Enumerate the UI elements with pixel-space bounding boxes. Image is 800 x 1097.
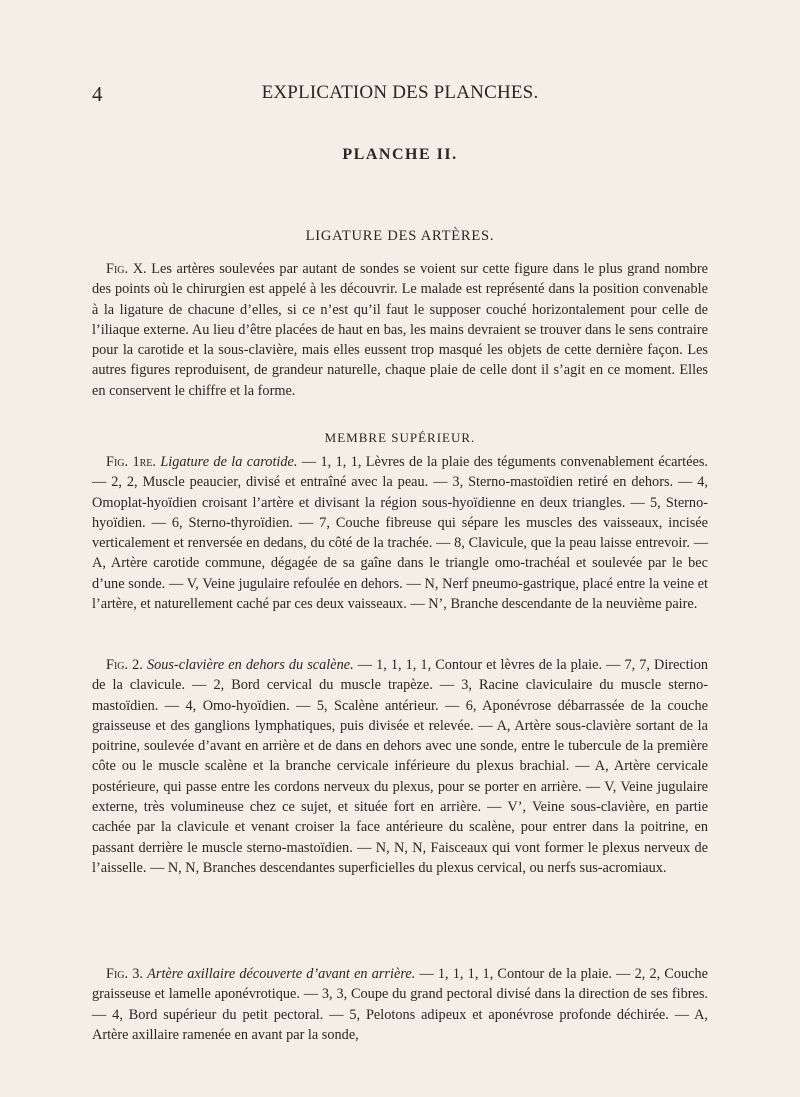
figure-description-x bbox=[92, 259, 708, 401]
figure-label: Fig. 2. bbox=[106, 657, 143, 673]
figure-description-1 bbox=[92, 452, 708, 614]
figure-description-2 bbox=[92, 655, 708, 878]
section-title: LIGATURE DES ARTÈRES. bbox=[305, 228, 495, 244]
figure-label: Fig. 1re. bbox=[106, 454, 156, 470]
subheading: MEMBRE SUPÉRIEUR. bbox=[324, 430, 476, 445]
figure-label: Fig. 3. bbox=[106, 966, 143, 982]
plate-title: PLANCHE II. bbox=[342, 146, 458, 163]
figure-text: Les artères soulevées par autant de sondes se voient sur cette figure dans le plus grand nombre des points où le chirurgien est appelé à les découvrir. Le malade est représenté dans la position convenable à la ligature de chacune d’elles, si ce n’est qu’il faut le supposer couché horizontalement pour celle de l’iliaque externe. Au lieu d’être placées de haut en bas, les mains devraient se trouver dans le sens contraire pour la carotide et la sous-clavière, mais elles eussent trop masqué les objets de cette dernière façon. Les autres figures reproduisent, de grandeur naturelle, chaque plaie de celle dont il s’agit en ce moment. Elles en conservent le chiffre et la forme. bbox=[92, 261, 708, 399]
page-number: 4 bbox=[92, 82, 103, 106]
figure-caption-italic: Artère axillaire découverte d’avant en arrière. bbox=[147, 966, 416, 982]
figure-caption-italic: Sous-clavière en dehors du scalène. bbox=[146, 657, 354, 673]
figure-text: — 1, 1, 1, Lèvres de la plaie des téguments convenablement écartées. — 2, 2, Muscle peaucier, divisé et entraîné avec la peau. — 3, Sterno-mastoïdien retiré en dehors. — 4, Omoplat-hyoïdien croisant l’artère et divisant la région sous-hyoïdienne en deux triangles. — 5, Sterno-hyoïdien. — 6, Sterno-thyroïdien. — 7, Couche fibreuse qui sépare les muscles des vaisseaux, incisée verticalement et renversée en dedans, du côté de la trachée. — 8, Clavicule, que la peau laisse entrevoir. — A, Artère carotide commune, dégagée de sa gaîne dans le triangle omo-trachéal et soulevée par le bec d’une sonde. — V, Veine jugulaire refoulée en dehors. — N, Nerf pneumo-gastrique, placé entre la veine et l’artère, et naturellement caché par ces deux vaisseaux. — N’, Branche descendante de la neuvième paire. bbox=[92, 454, 708, 613]
figure-label: Fig. X. bbox=[106, 261, 147, 277]
running-title: EXPLICATION DES PLANCHES. bbox=[261, 82, 539, 103]
figure-description-3 bbox=[92, 964, 708, 1045]
figure-text: — 1, 1, 1, 1, Contour et lèvres de la plaie. — 7, 7, Direction de la clavicule. — 2, Bord cervical du muscle trapèze. — 3, Racine claviculaire du muscle sterno-mastoïdien. — 4, Omo-hyoïdien. — 5, Scalène antérieur. — 6, Aponévrose débarrassée de la couche graisseuse et des ganglions lymphatiques, puis divisée et relevée. — A, Artère sous-clavière sortant de la poitrine, soulevée d’avant en arrière et de dans en dehors avec une sonde, entre le tubercule de la première côte ou le muscle scalène et la branche cervicale inférieure du plexus brachial. — A, Artère cervicale postérieure, qui passe entre les cordons nerveux du plexus, pour se porter en arrière. — V, Veine jugulaire externe, très volumineuse chez ce sujet, et située fort en arrière. — V’, Veine sous-clavière, en partie cachée par la clavicule et venant croiser la face antérieure du scalène, pour entrer dans la poitrine, en passant derrière le muscle sterno-mastoïdien. — N, N, N, Faisceaux qui vont former le plexus nerveux de l’aisselle. — N, N, Branches descendantes superficielles du plexus cervical, ou nerfs sus-acromiaux. bbox=[92, 657, 709, 876]
page-header bbox=[92, 82, 708, 106]
figure-text: — 1, 1, 1, 1, Contour de la plaie. — 2, 2, Couche graisseuse et lamelle aponévrotique. — 3, 3, Coupe du grand pectoral divisé dans la direction de ses fibres. — 4, Bord supérieur du petit pectoral. — 5, Pelotons adipeux et aponévrose profonde déchirée. — A, Artère axillaire ramenée en avant par la sonde, bbox=[92, 966, 709, 1043]
figure-caption-italic: Ligature de la carotide. bbox=[160, 454, 298, 470]
